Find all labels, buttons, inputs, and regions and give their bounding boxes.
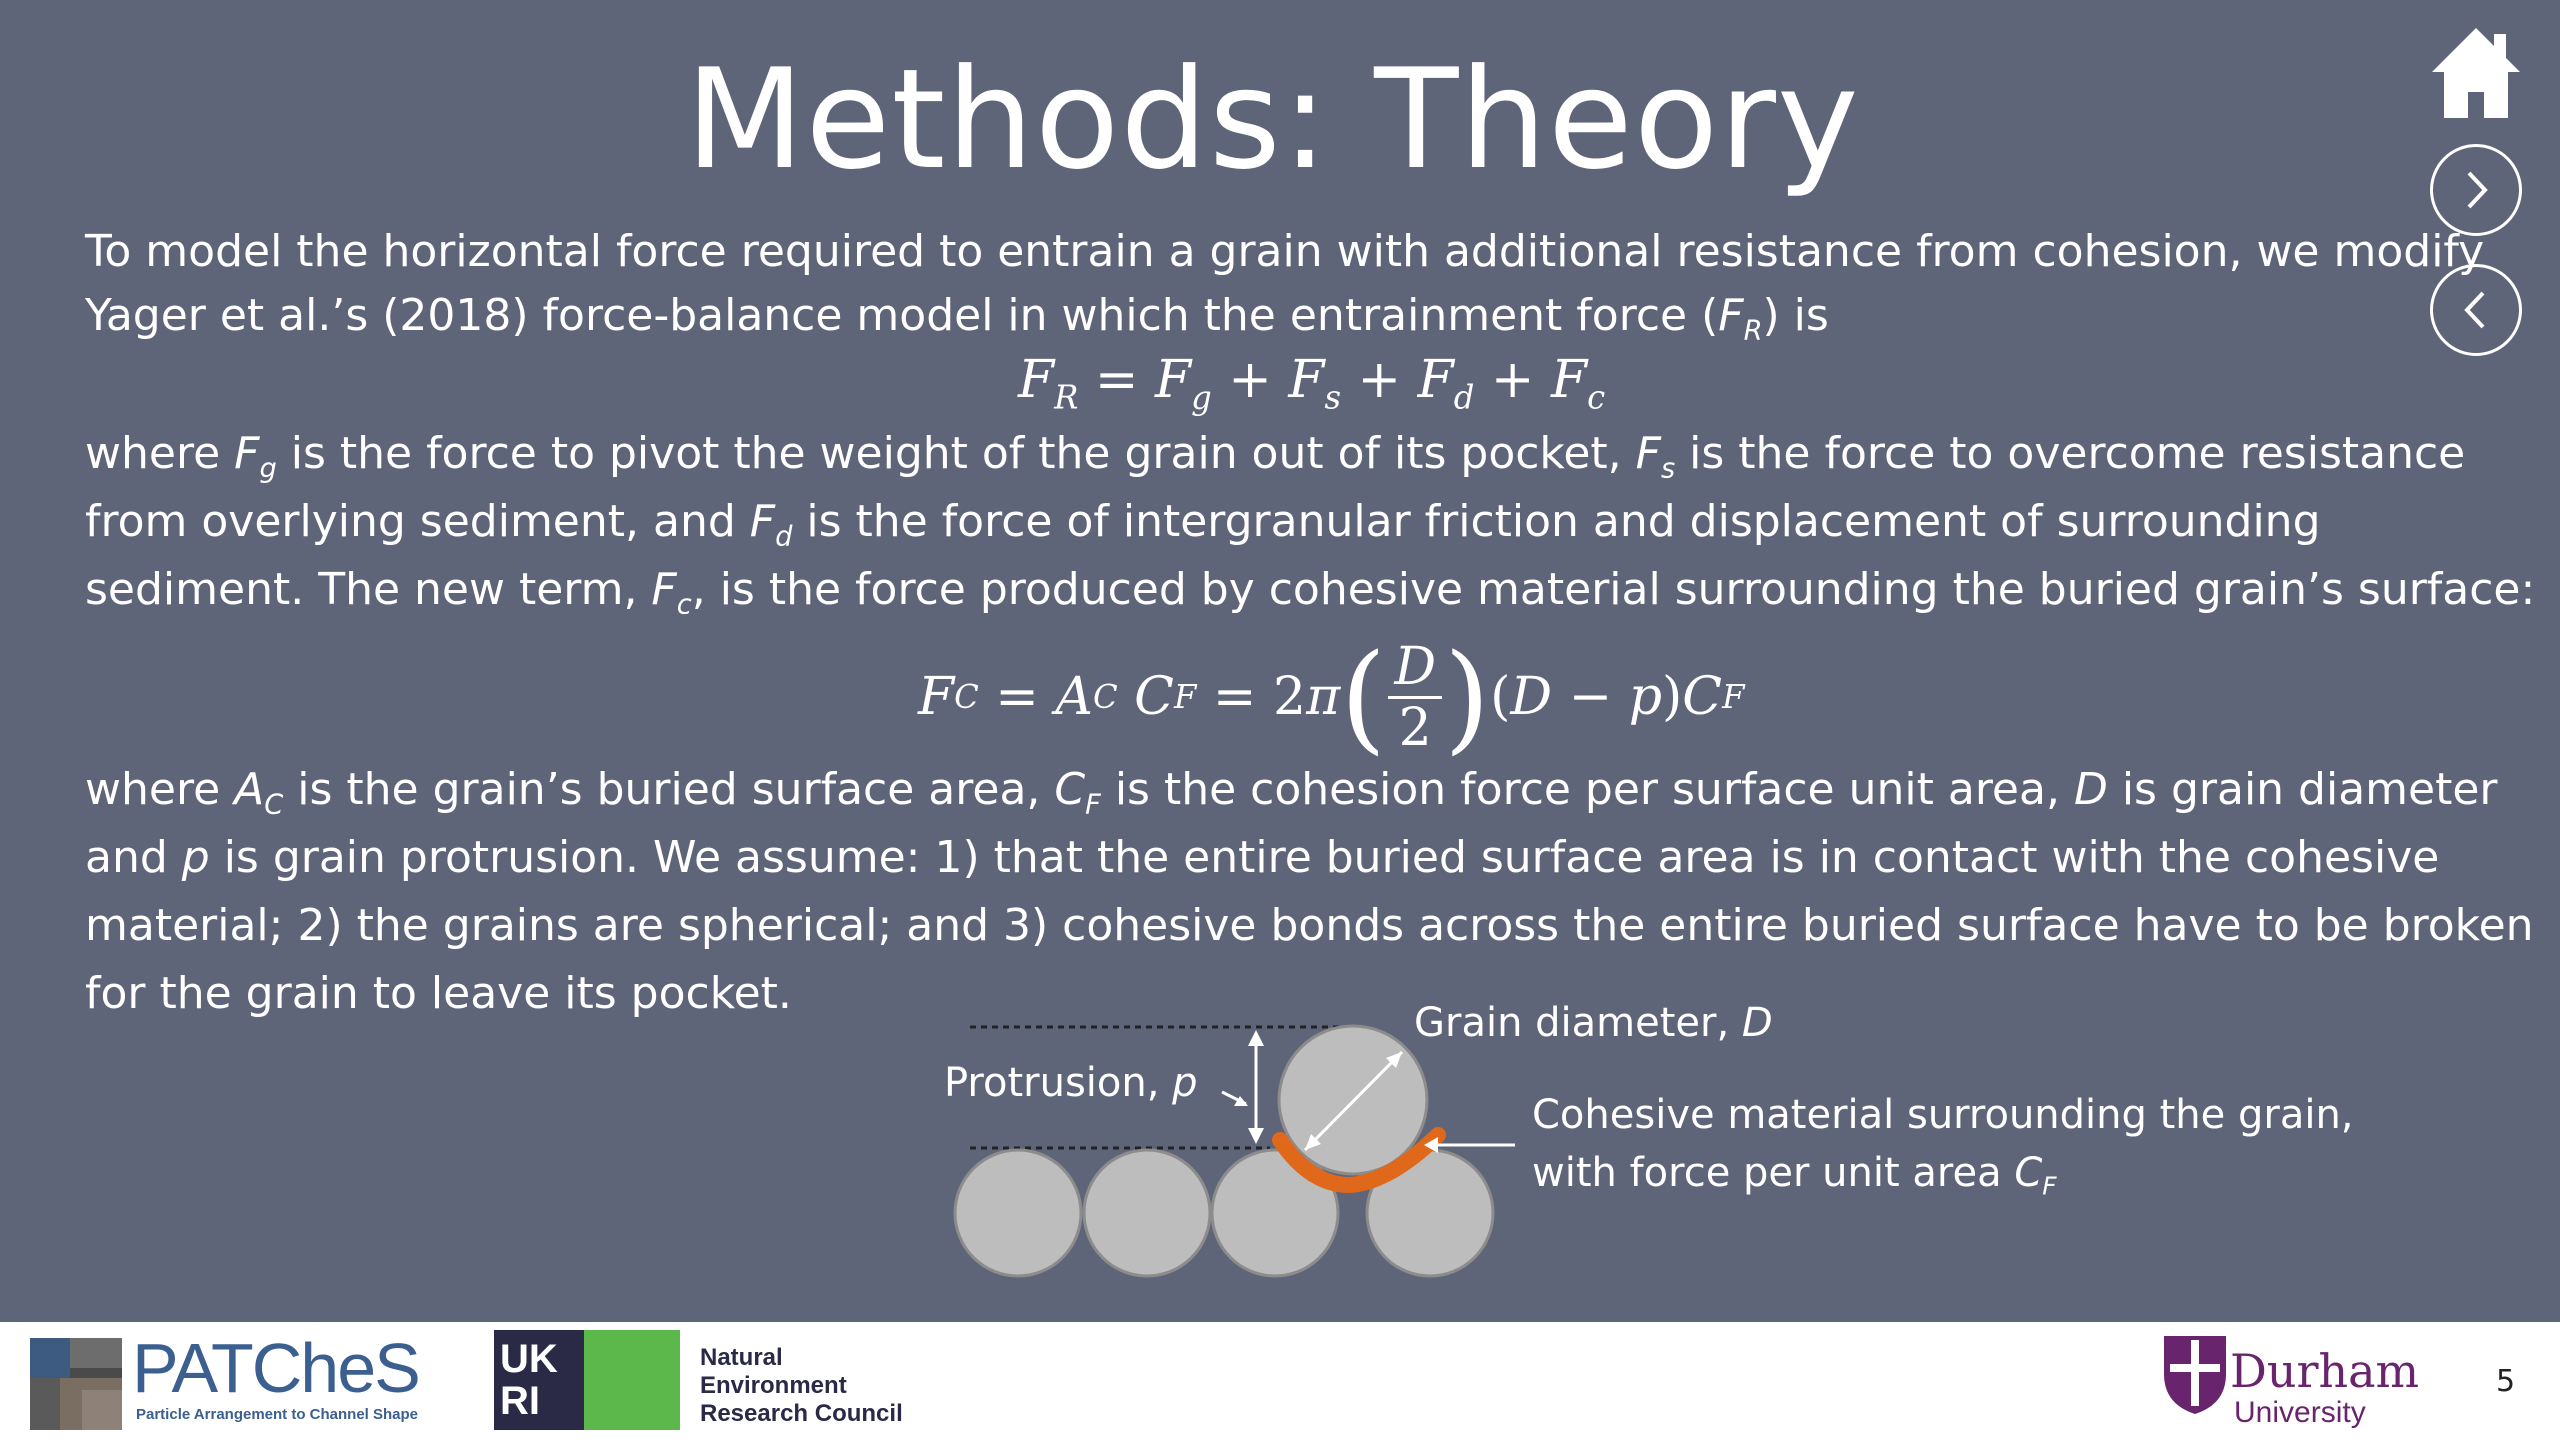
cohesive-label-line-1: Cohesive material surrounding the grain, [1532,1092,2354,1138]
definition-line-1: where $F_g$ is the force to pivot the weight of the grain out of its pocket, $F_s$ is the force to overcome resistance [85,428,2466,485]
grain-diameter-label: Grain diameter, D [1414,1000,1773,1046]
durham-sub: University [2234,1396,2366,1429]
bed-grain [955,1150,1081,1276]
intro-line-2-end: ) is [1762,290,1829,341]
definition-line-3: sediment. The new term, $F_c$, is the force produced by cohesive material surrounding the buried grain’s surface: [85,564,2536,621]
intro-line-1: To model the horizontal force required to entrain a grain with additional resistance from cohesion, we modify [85,226,2485,277]
definition-2-line-1: where $A_C$ is the grain’s buried surface area, $C_F$ is the cohesion force per surface unit area, D is grain diameter [85,764,2498,821]
page-number: 5 [2496,1364,2516,1399]
home-icon[interactable] [2428,26,2524,120]
intro-line-2: Yager et al.’s (2018) force-balance model in which the entrainment force $(F_R)$ is [85,290,1829,347]
protrusion-label: Protrusion, p [944,1060,1198,1106]
cohesion-force-equation: F C = A C C F = 2 π ( $\frac{D}{2}$ ) ( D − p ) C F [918,628,1745,766]
definition-2-line-3: material; 2) the grains are spherical; and 3) cohesive bonds across the entire buried surface have to be broken [85,900,2534,951]
definition-line-2: from overlying sediment, and $F_d$ is the force of intergranular friction and displacement of surrounding [85,496,2321,553]
nerc-text: Natural Environment Research Council [700,1344,903,1427]
ukri-logo: UKRI [494,1330,680,1430]
durham-name: Durham [2230,1344,2420,1398]
intro-line-2-text: Yager et al.’s (2018) force-balance model in which the entrainment force ( [85,290,1719,341]
definition-2-line-2: and p is grain protrusion. We assume: 1) that the entire buried surface area is in contact with the cohesive [85,832,2440,883]
entrainment-force-equation: $F_R = F_g + F_s + F_d + F_c$ [1018,350,1606,417]
footer-bar [0,1322,2560,1440]
patches-logo-text: PATCheS [132,1329,419,1407]
bed-grain [1084,1150,1210,1276]
slide-title: Methods: Theory [685,39,1860,200]
grain-diagram [940,1010,1520,1310]
patches-logo-mark [30,1338,122,1430]
definition-2-line-4: for the grain to leave its pocket. [85,968,792,1019]
patches-tagline: Particle Arrangement to Channel Shape [136,1406,419,1423]
cohesive-label-line-2: with force per unit area $C_F$ [1532,1150,2057,1201]
durham-crest-icon [2162,1334,2228,1416]
